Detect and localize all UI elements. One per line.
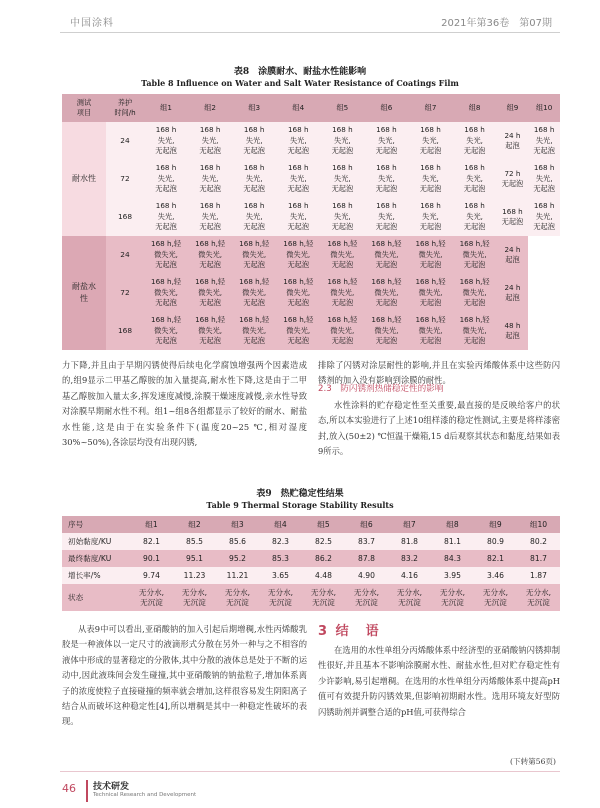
table8-time-cell: 24 <box>106 236 144 274</box>
table8-cell: 168 h 失光, 无起泡 <box>276 160 320 198</box>
footer-section-en: Technical Research and Development <box>93 792 197 798</box>
table8-time-cell: 24 <box>106 122 144 160</box>
table9-row-label: 增长率/% <box>62 567 130 584</box>
table9-cell: 11.21 <box>216 567 259 584</box>
table8-cell: 168 h,轻 微失光, 无起泡 <box>453 312 497 350</box>
table9-header-cell: 组5 <box>302 516 345 533</box>
table9-row-label: 状态 <box>62 584 130 611</box>
table8-row <box>62 198 560 236</box>
table9-header-cell: 组9 <box>474 516 517 533</box>
table8-group-label: 耐水性 <box>62 122 106 236</box>
table9-cell: 90.1 <box>130 550 173 567</box>
table9-cell: 95.2 <box>216 550 259 567</box>
table8-cell: 168 h,轻 微失光, 无起泡 <box>276 312 320 350</box>
table9-cell: 1.87 <box>517 567 560 584</box>
table8-cell: 168 h 失光, 无起泡 <box>144 160 188 198</box>
header-rule <box>60 32 560 33</box>
table8-cell: 168 h 失光, 无起泡 <box>232 160 276 198</box>
table8-col-group: 组10 <box>528 94 560 122</box>
table9-cell: 83.7 <box>345 533 388 550</box>
table8-col-group: 组4 <box>276 94 320 122</box>
table8-cell: 168 h,轻 微失光, 无起泡 <box>144 312 188 350</box>
table8-group-label: 耐盐水 性 <box>62 236 106 350</box>
table8-cell: 168 h,轻 微失光, 无起泡 <box>188 274 232 312</box>
table8-cell: 168 h 失光, 无起泡 <box>188 160 232 198</box>
table8-cell: 168 h,轻 微失光, 无起泡 <box>364 236 408 274</box>
table8 <box>62 94 560 350</box>
table8-cell: 168 h,轻 微失光, 无起泡 <box>232 274 276 312</box>
table8-row <box>62 312 560 350</box>
table8-cell: 168 h 失光, 无起泡 <box>528 198 560 236</box>
table9-cell: 3.65 <box>259 567 302 584</box>
table8-cell: 168 h 失光, 无起泡 <box>276 198 320 236</box>
table8-caption-cn: 表8 涂膜耐水、耐盐水性能影响 <box>233 67 367 77</box>
table8-cell: 168 h 失光, 无起泡 <box>144 198 188 236</box>
continued-note: (下转第56页) <box>510 757 556 766</box>
left-paragraph-1: 力下降,并且由于早期闪锈使得后续电化学腐蚀增强两个因素造成的,组9显示二甲基乙醇胺的加入量提高,耐水性下降,这是由于二甲基乙醇胺加入量太多,挥发速度减慢,涂膜干燥速度减慢,亲水性导致对涂膜早期耐水性不利。组1~组8各组都显示了较好的耐水、耐盐水性能,这是由于在实验条件下(温度20~25 ℃,相对湿度30%~50%),各涂层均没有出现闪锈, <box>62 360 307 448</box>
table9-header-cell: 组3 <box>216 516 259 533</box>
table8-col-group: 组5 <box>320 94 364 122</box>
table9-cell: 无分水, 无沉淀 <box>517 584 560 611</box>
table8-time-cell: 72 <box>106 160 144 198</box>
table9-cell: 80.2 <box>517 533 560 550</box>
table8-cell: 168 h,轻 微失光, 无起泡 <box>144 236 188 274</box>
table9-cell: 无分水, 无沉淀 <box>259 584 302 611</box>
table8-cell: 168 h,轻 微失光, 无起泡 <box>276 274 320 312</box>
left-paragraph-2: 从表9中可以看出,亚硝酸钠的加入引起后期增稠,水性丙烯酸乳胶是一种液体以一定尺寸的液滴形式分散在另外一种与之不相容的液体中形成的显著稳定的分散体,其中分散的液体总是处于不断的运动中,因此液珠间会发生碰撞,其中亚硝酸钠的钠盐粒子,增加体系离子的浓度使粒子直接碰撞的频率就会增加,这样很容易发生阴阳离子结合从而破坏这种稳定性[4],所以增稠是其中一种稳定性破坏的表现。 <box>62 624 307 727</box>
table8-cell: 168 h 失光, 无起泡 <box>364 122 408 160</box>
table9-cell: 无分水, 无沉淀 <box>216 584 259 611</box>
table8-cell: 168 h 失光, 无起泡 <box>364 160 408 198</box>
table9-cell: 81.7 <box>517 550 560 567</box>
table9-cell: 85.5 <box>173 533 216 550</box>
table9-cell: 11.23 <box>173 567 216 584</box>
table8-cell: 168 h,轻 微失光, 无起泡 <box>364 274 408 312</box>
table8-cell: 168 h 失光, 无起泡 <box>188 198 232 236</box>
table9-caption-cn: 表9 热贮稳定性结果 <box>256 489 344 499</box>
footer-rule <box>60 771 560 772</box>
table9-cell: 87.8 <box>345 550 388 567</box>
footer-section-cn: 技术研发 <box>93 782 130 792</box>
table8-cell: 168 h 失光, 无起泡 <box>453 122 497 160</box>
table8-col-group: 组1 <box>144 94 188 122</box>
table9-row <box>62 567 560 584</box>
table8-col-item: 测试 项目 <box>62 94 106 122</box>
table8-cell: 168 h 失光, 无起泡 <box>232 122 276 160</box>
table9-cell: 80.9 <box>474 533 517 550</box>
table8-cell: 168 h,轻 微失光, 无起泡 <box>453 236 497 274</box>
table9-cell: 82.5 <box>302 533 345 550</box>
table9-cell: 3.46 <box>474 567 517 584</box>
table8-cell: 168 h 失光, 无起泡 <box>528 160 560 198</box>
table8-cell: 168 h,轻 微失光, 无起泡 <box>408 312 452 350</box>
table8-col-group: 组2 <box>188 94 232 122</box>
table9-header-cell: 组2 <box>173 516 216 533</box>
table9-cell: 无分水, 无沉淀 <box>388 584 431 611</box>
table8-time-cell: 168 <box>106 312 144 350</box>
table9-header-cell: 组10 <box>517 516 560 533</box>
table9-cell: 无分水, 无沉淀 <box>474 584 517 611</box>
table8-cell: 72 h 无起泡 <box>497 160 529 198</box>
table8-col-time: 养护 时间/h <box>106 94 144 122</box>
table8-cell: 168 h,轻 微失光, 无起泡 <box>408 274 452 312</box>
table8-cell: 168 h,轻 微失光, 无起泡 <box>144 274 188 312</box>
table8-col-group: 组3 <box>232 94 276 122</box>
table8-cell: 168 h,轻 微失光, 无起泡 <box>320 312 364 350</box>
table9-cell: 无分水, 无沉淀 <box>302 584 345 611</box>
issue-info: 2021年第36卷 第07期 <box>441 18 552 29</box>
table8-cell: 168 h,轻 微失光, 无起泡 <box>408 236 452 274</box>
right-paragraph-2: 水性涂料的贮存稳定性至关重要,最直接的是反映给客户的状态,所以本实验进行了上述10组样漆的稳定性测试,主要是将样漆密封,放入(50±2) ℃恒温干燥箱,15 d后观察其状态和黏度,结果如表9所示。 <box>318 400 560 457</box>
table8-cell: 168 h 失光, 无起泡 <box>408 198 452 236</box>
table9-cell: 86.2 <box>302 550 345 567</box>
table9-cell: 4.48 <box>302 567 345 584</box>
table9-header-cell: 组4 <box>259 516 302 533</box>
table8-cell: 24 h 起泡 <box>497 236 529 274</box>
table9-cell: 无分水, 无沉淀 <box>173 584 216 611</box>
table8-cell: 24 h 起泡 <box>497 274 529 312</box>
table8-cell: 168 h 失光, 无起泡 <box>408 122 452 160</box>
table9-cell: 82.1 <box>130 533 173 550</box>
table8-col-group: 组7 <box>408 94 452 122</box>
table9-cell: 84.3 <box>431 550 474 567</box>
table8-cell: 168 h,轻 微失光, 无起泡 <box>320 236 364 274</box>
table9-cell: 无分水, 无沉淀 <box>130 584 173 611</box>
table9-cell: 无分水, 无沉淀 <box>345 584 388 611</box>
table8-cell: 168 h 失光, 无起泡 <box>188 122 232 160</box>
table8-cell: 48 h 起泡 <box>497 312 529 350</box>
table8-cell: 168 h 失光, 无起泡 <box>320 160 364 198</box>
table8-cell: 168 h 失光, 无起泡 <box>232 198 276 236</box>
table8-cell: 168 h 失光, 无起泡 <box>528 122 560 160</box>
table8-cell: 168 h,轻 微失光, 无起泡 <box>188 312 232 350</box>
table9-header-cell: 序号 <box>62 516 130 533</box>
conclusion-heading: 3 结 语 <box>318 624 381 639</box>
table8-cell: 168 h,轻 微失光, 无起泡 <box>276 236 320 274</box>
table9-header-cell: 组8 <box>431 516 474 533</box>
table9-cell: 83.2 <box>388 550 431 567</box>
table9-cell: 85.3 <box>259 550 302 567</box>
table8-cell: 168 h 失光, 无起泡 <box>276 122 320 160</box>
table8-cell: 168 h,轻 微失光, 无起泡 <box>364 312 408 350</box>
table8-cell: 168 h 失光, 无起泡 <box>144 122 188 160</box>
table9-cell: 9.74 <box>130 567 173 584</box>
table8-cell: 168 h 失光, 无起泡 <box>364 198 408 236</box>
page-number: 46 <box>62 782 76 795</box>
table9-cell: 4.90 <box>345 567 388 584</box>
table8-row <box>62 122 560 160</box>
table8-cell: 168 h,轻 微失光, 无起泡 <box>320 274 364 312</box>
table9-cell: 82.1 <box>474 550 517 567</box>
table8-col-group: 组6 <box>364 94 408 122</box>
table9-row <box>62 550 560 567</box>
table9-row <box>62 584 560 611</box>
table9-caption-en: Table 9 Thermal Storage Stability Results <box>206 500 394 510</box>
table8-cell: 168 h 无起泡 <box>497 198 529 236</box>
table9-cell: 4.16 <box>388 567 431 584</box>
table8-row <box>62 274 560 312</box>
table9-cell: 无分水, 无沉淀 <box>431 584 474 611</box>
table8-time-cell: 72 <box>106 274 144 312</box>
footer-divider <box>86 780 88 802</box>
table9-header-row <box>62 516 560 533</box>
table9-row-label: 最终黏度/KU <box>62 550 130 567</box>
table8-time-cell: 168 <box>106 198 144 236</box>
table9-cell: 82.3 <box>259 533 302 550</box>
table8-cell: 168 h,轻 微失光, 无起泡 <box>232 236 276 274</box>
table8-cell: 168 h 失光, 无起泡 <box>453 160 497 198</box>
table8-cell: 24 h 起泡 <box>497 122 529 160</box>
page-header <box>0 0 600 40</box>
right-paragraph-1: 排除了闪锈对涂层耐性的影响,并且在实验丙烯酸体系中这些防闪锈剂的加入没有影响到涂膜的耐性。 <box>318 360 560 386</box>
table8-caption-en: Table 8 Influence on Water and Salt Water Resistance of Coatings Film <box>141 78 459 88</box>
table8-row <box>62 236 560 274</box>
section-2-3-heading: 2.3 防闪锈剂热储稳定性的影响 <box>318 384 444 394</box>
table9-cell: 85.6 <box>216 533 259 550</box>
table8-cell: 168 h 失光, 无起泡 <box>408 160 452 198</box>
table8-col-group: 组9 <box>497 94 529 122</box>
table8-cell: 168 h 失光, 无起泡 <box>320 198 364 236</box>
table8-cell: 168 h 失光, 无起泡 <box>320 122 364 160</box>
table8-cell: 168 h,轻 微失光, 无起泡 <box>188 236 232 274</box>
table8-row <box>62 160 560 198</box>
table9-row-label: 初始黏度/KU <box>62 533 130 550</box>
table9-row <box>62 533 560 550</box>
table8-cell: 168 h 失光, 无起泡 <box>453 198 497 236</box>
table9-header-cell: 组1 <box>130 516 173 533</box>
conclusion-paragraph: 在选用的水性单组分丙烯酸体系中经济型的亚硝酸钠闪锈抑制性很好,并且基本不影响涂膜耐水性、耐盐水性,但对贮存稳定性有少许影响,易引起增稠。在选用的水性单组分丙烯酸体系中提高pH值可有效提升防闪锈效果,但影响初期耐水性。选用环境友好型防闪锈助剂并调整合适的pH值,可获得综合 <box>318 645 560 717</box>
table9-header-cell: 组6 <box>345 516 388 533</box>
table9-cell: 81.1 <box>431 533 474 550</box>
table9-cell: 3.95 <box>431 567 474 584</box>
table9 <box>62 516 560 611</box>
table8-col-group: 组8 <box>453 94 497 122</box>
journal-name: 中国涂料 <box>70 18 114 29</box>
table9-cell: 95.1 <box>173 550 216 567</box>
table9-cell: 81.8 <box>388 533 431 550</box>
table9-header-cell: 组7 <box>388 516 431 533</box>
table8-header-row <box>62 94 560 122</box>
table8-cell: 168 h,轻 微失光, 无起泡 <box>232 312 276 350</box>
table8-cell: 168 h,轻 微失光, 无起泡 <box>453 274 497 312</box>
